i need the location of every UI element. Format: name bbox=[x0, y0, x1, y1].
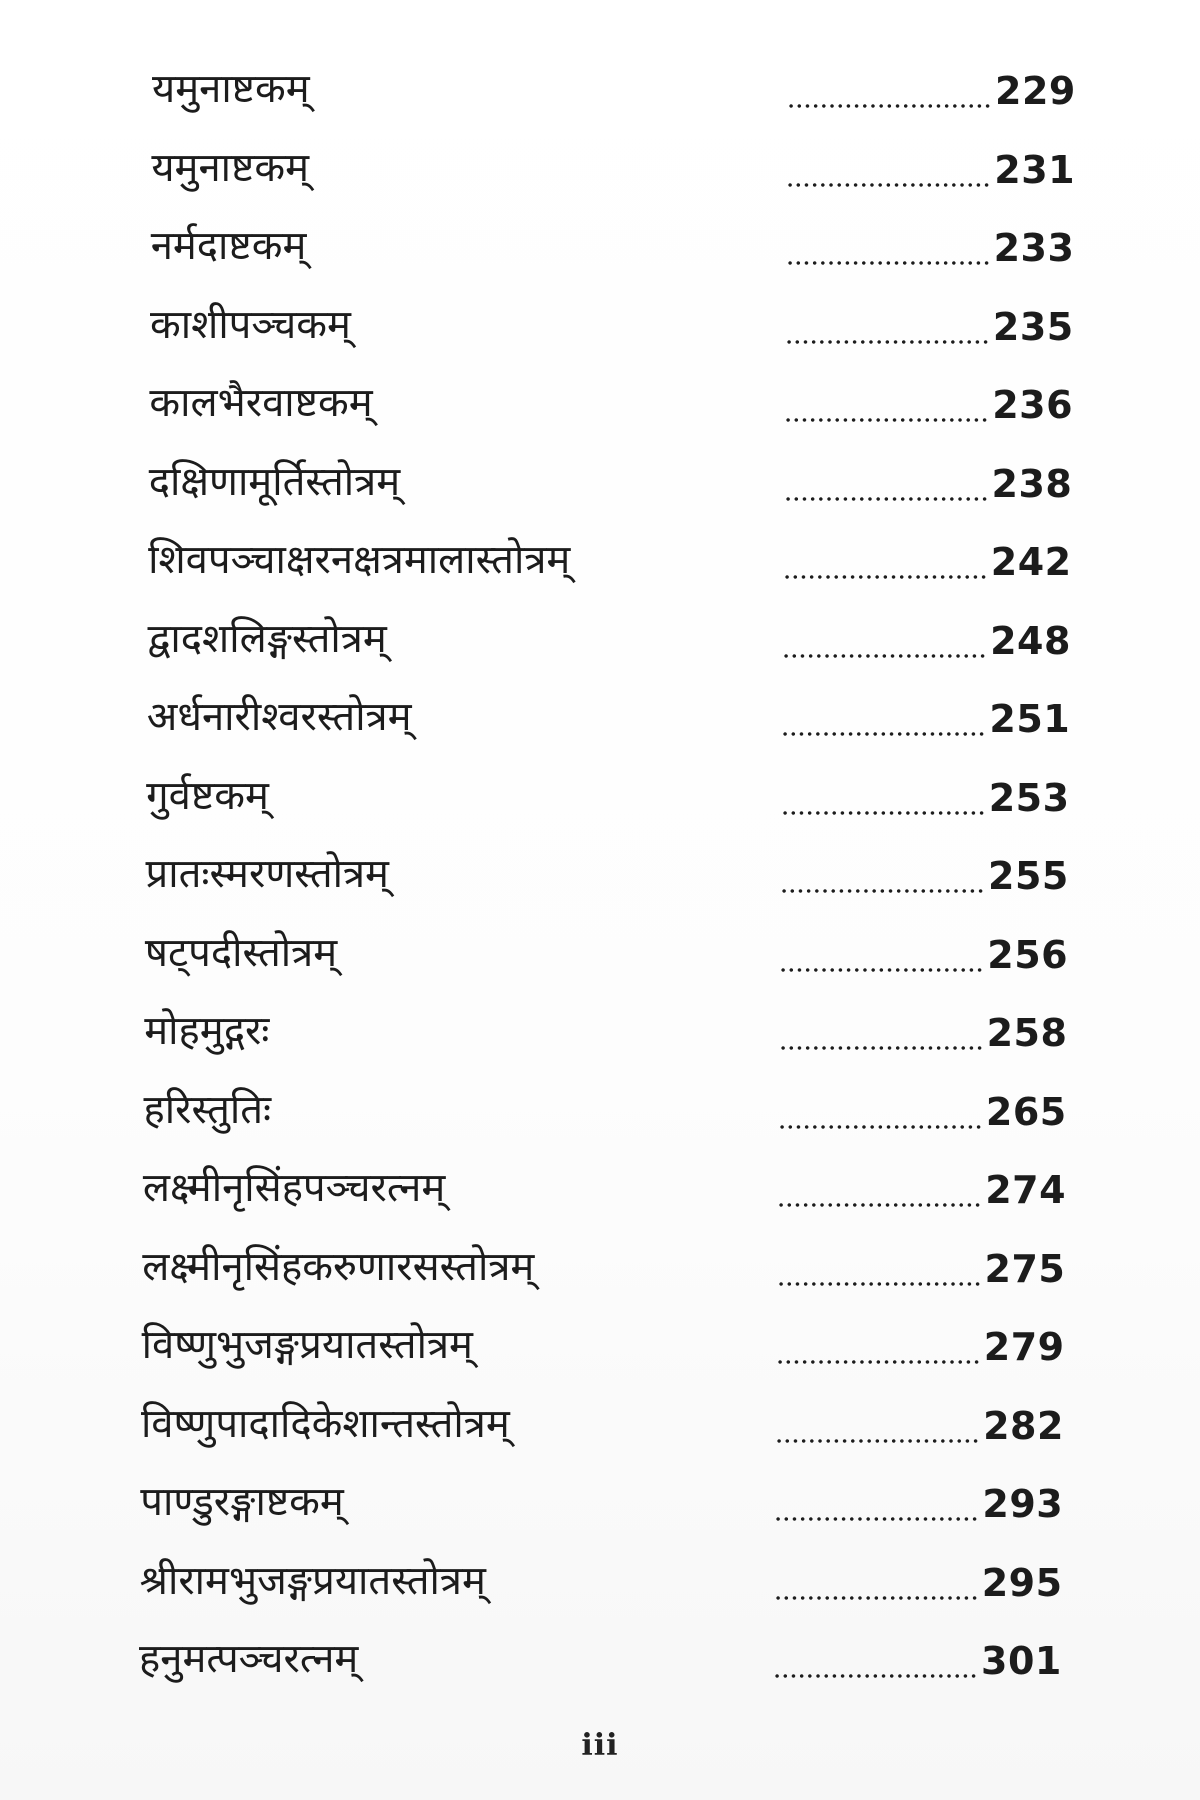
toc-entry bbox=[0, 129, 1200, 208]
toc-entry bbox=[0, 1306, 1200, 1385]
toc-entry-page-number: 231 bbox=[994, 147, 1076, 192]
dot-leader bbox=[778, 1125, 983, 1129]
toc-entry-title: यमुनाष्टकम् bbox=[152, 66, 310, 112]
toc-entry-title: दक्षिणामूर्तिस्तोत्रम् bbox=[148, 458, 401, 505]
toc-entry-title: श्रीरामभुजङ्गप्रयातस्तोत्रम् bbox=[139, 1557, 486, 1604]
toc-entry-page-number: 238 bbox=[991, 461, 1073, 506]
toc-entry-title: द्वादशलिङ्गस्तोत्रम् bbox=[147, 615, 387, 662]
dot-leader bbox=[774, 1517, 979, 1521]
dot-leader bbox=[774, 1596, 979, 1600]
toc-entry-page-number: 274 bbox=[985, 1168, 1067, 1212]
toc-entry bbox=[0, 1149, 1200, 1228]
toc-entry bbox=[0, 1620, 1200, 1699]
toc-entry-page-number: 255 bbox=[988, 854, 1069, 898]
dot-leader bbox=[785, 340, 990, 344]
page-folio: iii bbox=[581, 1728, 619, 1763]
toc-entry-page-number: 279 bbox=[983, 1325, 1065, 1369]
dot-leader bbox=[783, 575, 988, 579]
toc-entry-title: कालभैरवाष्टकम् bbox=[149, 380, 373, 426]
toc-entry bbox=[0, 1463, 1200, 1542]
toc-entry bbox=[0, 600, 1200, 679]
dot-leader bbox=[786, 183, 991, 187]
toc-entry-page-number: 236 bbox=[992, 383, 1074, 427]
toc-entry-title: शिवपञ्चाक्षरनक्षत्रमालास्तोत्रम् bbox=[148, 537, 571, 583]
toc-entry bbox=[0, 757, 1200, 836]
toc-entry bbox=[0, 50, 1200, 129]
toc-entry-page-number: 253 bbox=[988, 775, 1070, 820]
dot-leader bbox=[786, 261, 991, 265]
toc-entry bbox=[0, 1228, 1200, 1307]
toc-entry-title: पाण्डुरङ्गाष्टकम् bbox=[140, 1479, 344, 1525]
toc-entry-title: मोहमुद्गरः bbox=[144, 1008, 270, 1054]
toc-entry bbox=[0, 443, 1200, 522]
dot-leader bbox=[777, 1203, 982, 1207]
dot-leader bbox=[784, 497, 989, 501]
toc-entry-page-number: 275 bbox=[984, 1246, 1066, 1291]
toc-entry bbox=[0, 914, 1200, 993]
dot-leader bbox=[777, 1282, 982, 1286]
toc-entry-page-number: 251 bbox=[989, 697, 1071, 741]
toc-entry-title: काशीपञ्चकम् bbox=[150, 301, 351, 348]
toc-entry-title: लक्ष्मीनृसिंहपञ्चरत्नम् bbox=[142, 1165, 446, 1211]
dot-leader bbox=[787, 104, 992, 108]
dot-leader bbox=[773, 1674, 978, 1678]
dot-leader bbox=[776, 1360, 981, 1364]
toc-entry bbox=[0, 1542, 1200, 1621]
toc-entry-page-number: 258 bbox=[986, 1011, 1068, 1055]
toc-entry bbox=[0, 521, 1200, 600]
toc-entry-title: हनुमत्पञ्चरत्नम् bbox=[139, 1636, 359, 1682]
toc-entry-page-number: 229 bbox=[995, 69, 1076, 113]
toc-entry-title: अर्धनारीश्वरस्तोत्रम् bbox=[146, 694, 412, 740]
toc-entry-page-number: 301 bbox=[981, 1639, 1062, 1683]
toc-entry-page-number: 256 bbox=[987, 932, 1069, 977]
toc-entry-title: नर्मदाष्टकम् bbox=[150, 223, 307, 269]
toc-entry-title: विष्णुपादादिकेशान्तस्तोत्रम् bbox=[140, 1400, 510, 1447]
toc-entry bbox=[0, 992, 1200, 1071]
toc-entry bbox=[0, 835, 1200, 914]
dot-leader bbox=[780, 889, 985, 893]
toc-entry bbox=[0, 1071, 1200, 1150]
toc-entry-page-number: 295 bbox=[981, 1560, 1063, 1605]
toc-entry-title: गुर्वष्टकम् bbox=[146, 772, 269, 819]
toc-entry-title: लक्ष्मीनृसिंहकरुणारसस्तोत्रम् bbox=[142, 1243, 535, 1290]
toc-entry-title: षट्पदीस्तोत्रम् bbox=[144, 929, 338, 976]
toc-entry bbox=[0, 207, 1200, 286]
dot-leader bbox=[781, 732, 986, 736]
table-of-contents bbox=[0, 50, 1200, 1699]
dot-leader bbox=[782, 654, 987, 658]
dot-leader bbox=[775, 1439, 980, 1443]
dot-leader bbox=[784, 418, 989, 422]
toc-entry-title: प्रातःस्मरणस्तोत्रम् bbox=[145, 851, 389, 897]
toc-entry-page-number: 265 bbox=[985, 1089, 1067, 1134]
dot-leader bbox=[781, 811, 986, 815]
dot-leader bbox=[779, 1046, 984, 1050]
toc-entry bbox=[0, 286, 1200, 365]
toc-entry-title: हरिस्तुतिः bbox=[143, 1086, 272, 1133]
toc-entry-page-number: 242 bbox=[990, 540, 1072, 584]
toc-entry bbox=[0, 678, 1200, 757]
toc-entry-page-number: 248 bbox=[990, 618, 1071, 663]
dot-leader bbox=[779, 968, 984, 972]
toc-entry-title: विष्णुभुजङ्गप्रयातस्तोत्रम् bbox=[141, 1322, 473, 1368]
toc-entry-page-number: 293 bbox=[982, 1482, 1064, 1526]
toc-entry-page-number: 233 bbox=[993, 226, 1075, 270]
toc-entry bbox=[0, 364, 1200, 443]
toc-entry-page-number: 235 bbox=[992, 304, 1074, 349]
toc-entry-page-number: 282 bbox=[983, 1403, 1064, 1448]
toc-entry bbox=[0, 1385, 1200, 1464]
toc-entry-title: यमुनाष्टकम् bbox=[151, 144, 310, 191]
